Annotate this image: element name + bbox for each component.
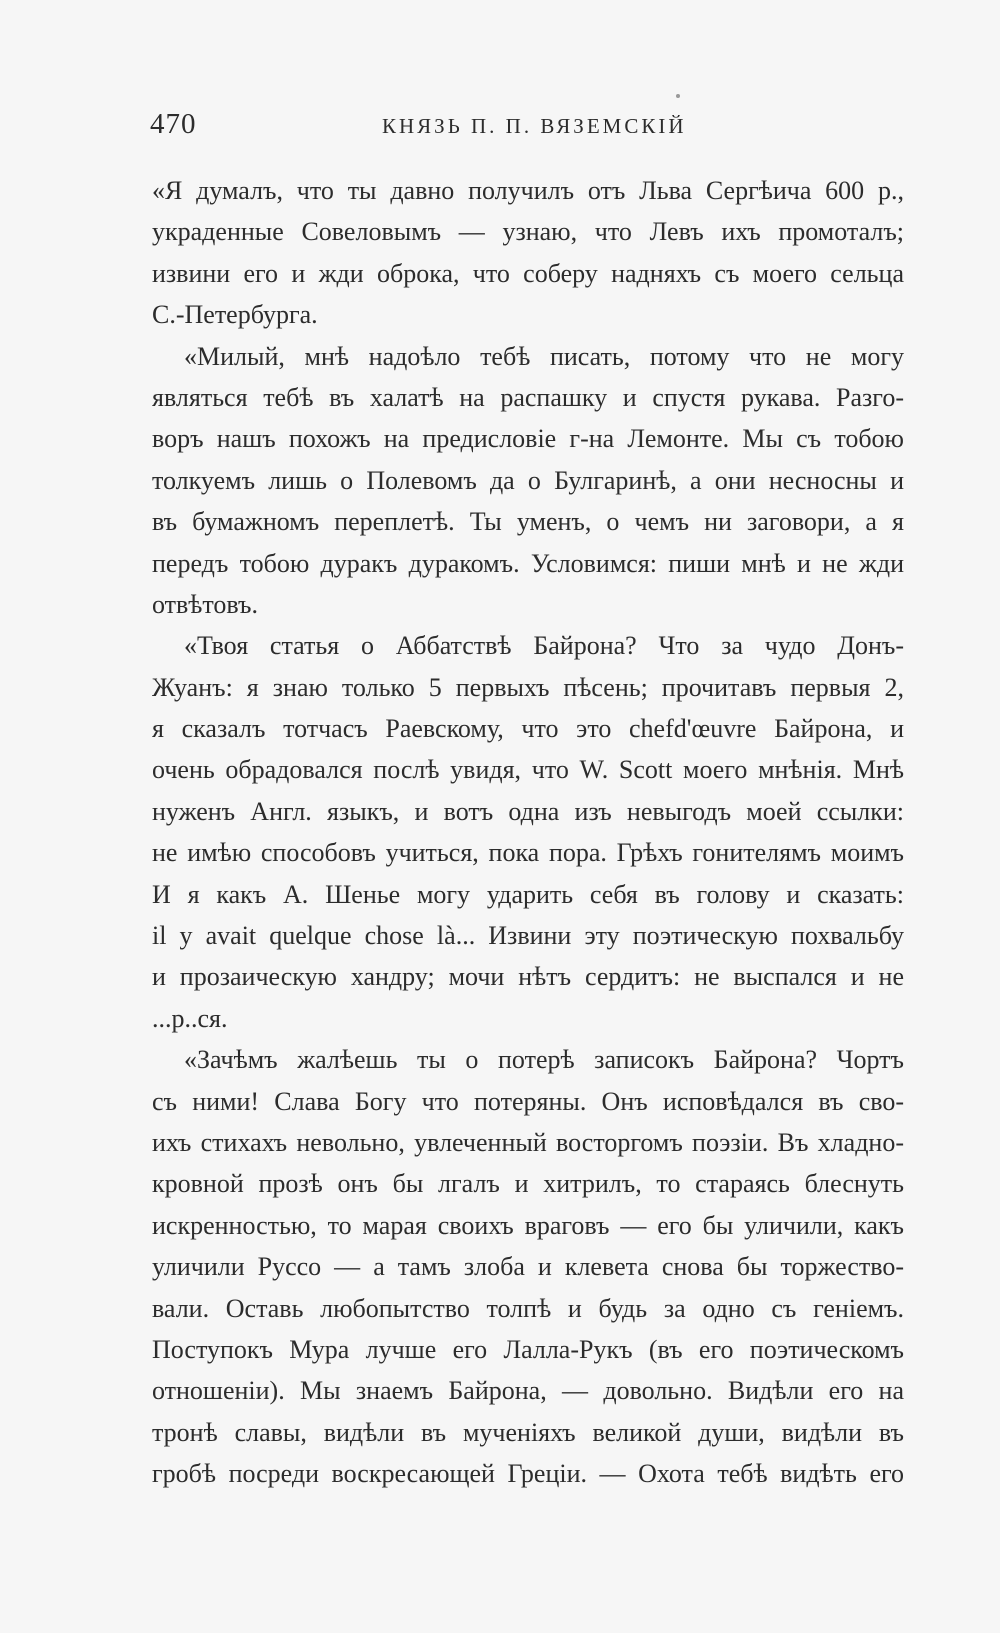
text-line: Поступокъ Мура лучше его Лалла-Рукъ (въ его поэтическомъ — [152, 1334, 904, 1364]
text-line: являться тебѣ въ халатѣ на распашку и спустя рукава. Разго- — [152, 382, 904, 412]
text-line: въ бумажномъ переплетѣ. Ты уменъ, о чемъ ни заговори, а я — [152, 507, 904, 537]
text-line: гробѣ посреди воскресающей Греціи. — Охота тебѣ видѣть его — [152, 1459, 904, 1489]
text-line: извини его и жди оброка, что соберу надняхъ съ моего сельца — [152, 258, 904, 288]
text-line: очень обрадовался послѣ увидя, что W. Scott моего мнѣнія. Мнѣ — [152, 755, 904, 785]
text-line: и прозаическую хандру; мочи нѣтъ сердитъ: не выспался и не — [152, 962, 904, 992]
body-text — [152, 170, 904, 1495]
text-line: С.-Петербурга. — [152, 300, 318, 330]
text-line: И я какъ А. Шенье могу ударить себя въ голову и сказать: — [152, 879, 904, 909]
text-line: передъ тобою дуракъ дуракомъ. Условимся: пиши мнѣ и не жди — [152, 548, 904, 578]
text-line: ...р..ся. — [152, 1003, 228, 1033]
print-speck — [676, 94, 680, 98]
text-line: нуженъ Англ. языкъ, и вотъ одна изъ невыгодъ моей ссылки: — [152, 796, 904, 826]
text-line: Жуанъ: я знаю только 5 первыхъ пѣсень; прочитавъ первыя 2, — [152, 672, 904, 702]
page-number: 470 — [150, 108, 197, 140]
text-line: украденные Совеловымъ — узнаю, что Левъ ихъ промоталъ; — [152, 217, 904, 247]
text-line: тронѣ славы, видѣли въ мученіяхъ великой души, видѣли въ — [152, 1417, 904, 1447]
text-line: отношеніи). Мы знаемъ Байрона, — довольно. Видѣли его на — [152, 1376, 904, 1406]
text-line: толкуемъ лишь о Полевомъ да о Булгаринѣ, а они несносны и — [152, 465, 904, 495]
text-line: искренностью, то марая своихъ враговъ — его бы уличили, какъ — [152, 1210, 904, 1240]
text-line: «Милый, мнѣ надоѣло тебѣ писать, потому что не могу — [184, 341, 904, 371]
text-line: воръ нашъ похожъ на предисловіе г-на Лемонте. Мы съ тобою — [152, 424, 904, 454]
text-line: кровной прозѣ онъ бы лгалъ и хитрилъ, то стараясь блеснуть — [152, 1169, 904, 1199]
text-line: «Зачѣмъ жалѣешь ты о потерѣ записокъ Байрона? Чортъ — [184, 1045, 904, 1075]
text-line: я сказалъ тотчасъ Раевскому, что это chefd'œuvre Байрона, и — [152, 714, 904, 744]
text-line: съ ними! Слава Богу что потеряны. Онъ исповѣдался въ сво- — [152, 1086, 904, 1116]
text-line: отвѣтовъ. — [152, 589, 259, 619]
text-line: ихъ стихахъ невольно, увлеченный восторгомъ поэзіи. Въ хладно- — [152, 1127, 904, 1157]
text-line: не имѣю способовъ учиться, пока пора. Грѣхъ гонителямъ моимъ — [152, 838, 904, 868]
text-line: уличили Руссо — а тамъ злоба и клевета снова бы торжество- — [152, 1252, 904, 1282]
text-line: «Я думалъ, что ты давно получилъ отъ Льва Сергѣича 600 р., — [152, 176, 904, 205]
running-head: КНЯЗЬ П. П. ВЯЗЕМСКІЙ — [382, 114, 687, 138]
text-line: вали. Оставь любопытство толпѣ и будь за одно съ геніемъ. — [152, 1293, 904, 1323]
page-header — [150, 108, 906, 148]
text-line: il y avait quelque chose là... Извини эту поэтическую похвальбу — [152, 921, 904, 951]
text-line: «Твоя статья о Аббатствѣ Байрона? Что за чудо Донъ- — [184, 631, 904, 661]
